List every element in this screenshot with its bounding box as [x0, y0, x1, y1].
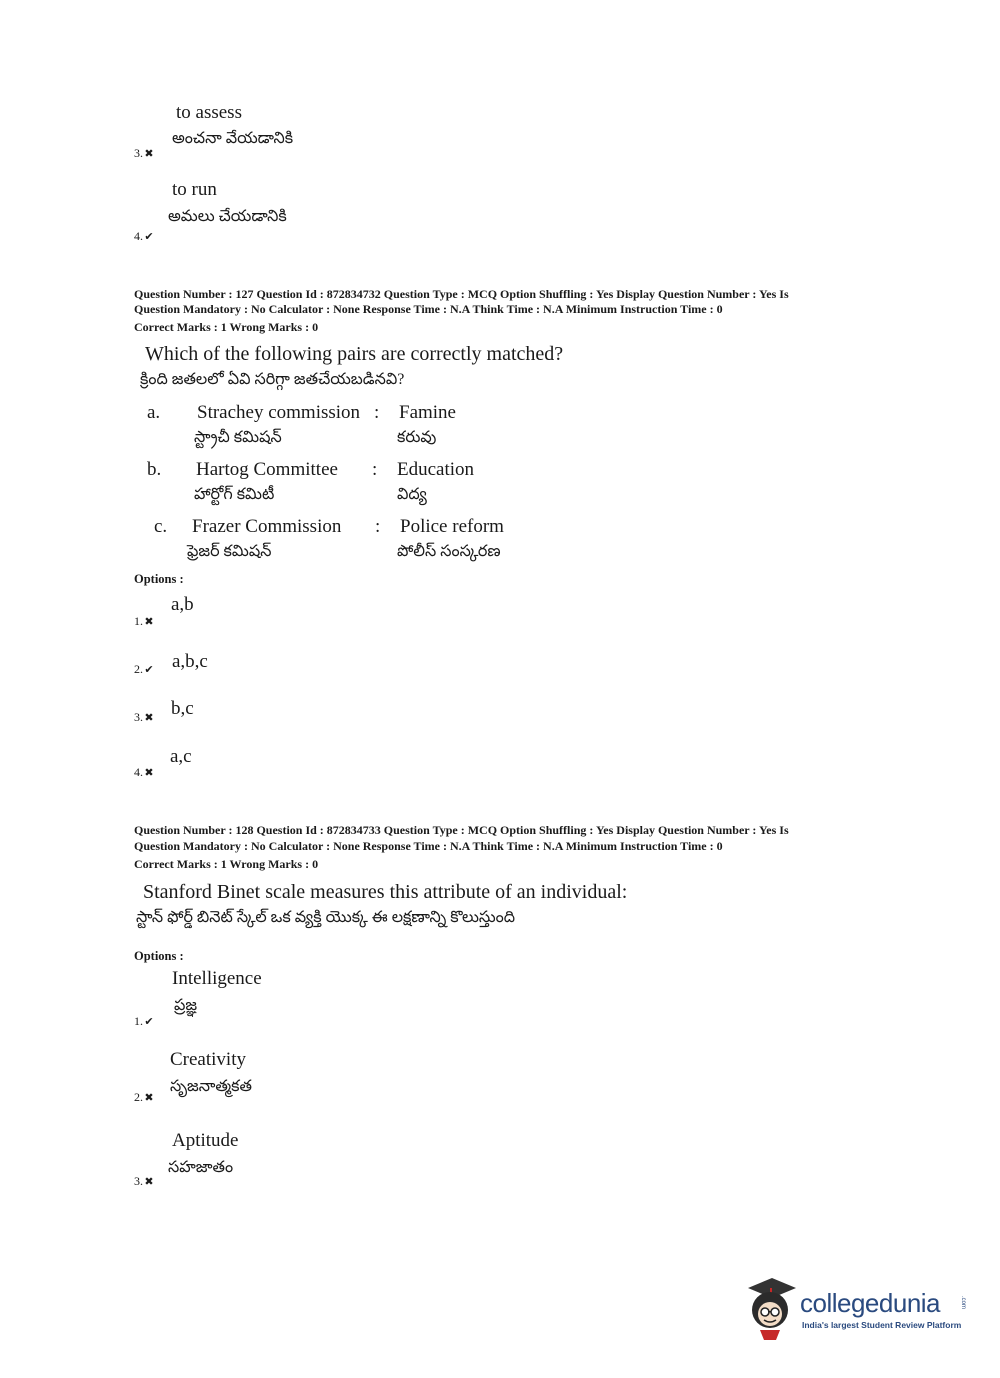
q127-option-4-text: a,c: [170, 746, 192, 767]
q127-pair-b-right-telugu: విద్య: [397, 486, 427, 503]
cross-icon: ✖: [144, 147, 154, 160]
q127-option-2-text: a,b,c: [172, 651, 208, 672]
q128-option-2-english: Creativity: [170, 1049, 246, 1070]
q127-meta-line2: Question Mandatory : No Calculator : None Response Time : N.A Think Time : N.A Minimum Instruction Time : 0: [134, 302, 723, 316]
q128-option-3-english: Aptitude: [172, 1130, 239, 1151]
q127-pair-a-letter: a.: [147, 402, 161, 423]
q127-meta-line3: Correct Marks : 1 Wrong Marks : 0: [134, 320, 319, 334]
prev-option-4-number: 4.✔: [134, 229, 154, 243]
q128-question-english: Stanford Binet scale measures this attribute of an individual:: [143, 881, 628, 903]
q127-pair-c-right-english: Police reform: [400, 516, 504, 537]
brand-tagline: India's largest Student Review Platform: [802, 1320, 962, 1330]
brand-logo: [742, 1274, 972, 1344]
q127-pair-a-left-telugu: స్ట్రాచీ కమిషన్: [194, 429, 282, 446]
q128-meta-line3: Correct Marks : 1 Wrong Marks : 0: [134, 857, 319, 871]
q127-pair-b-letter: b.: [147, 459, 162, 480]
brand-name: collegedunia: [800, 1288, 941, 1318]
q127-option-4-number: 4.✖: [134, 765, 154, 779]
q127-option-2-number: 2.✔: [134, 662, 154, 676]
q127-pair-b-right-english: Education: [397, 459, 475, 480]
cross-icon: ✖: [144, 766, 154, 779]
q128-options-label: Options :: [134, 949, 184, 963]
q128-option-1-telugu: ప్రజ్ఞ: [174, 997, 198, 1014]
q127-meta-line1: Question Number : 127 Question Id : 872834732 Question Type : MCQ Option Shuffling : Yes Display Question Number : Yes Is: [134, 287, 789, 301]
q127-question-telugu: క్రింది జతలలో ఏవి సరిగ్గా జతచేయబడినవి?: [140, 371, 405, 388]
q127-pair-a-right-telugu: కరువు: [397, 429, 437, 446]
q127-pair-a-right-english: Famine: [399, 402, 456, 423]
cross-icon: ✖: [144, 1091, 154, 1104]
q127-pair-b-left-telugu: హార్టోగ్ కమిటీ: [194, 486, 275, 503]
q128-option-3-telugu: సహజాతం: [168, 1159, 234, 1176]
q127-pair-c-left-telugu: ఫ్రెజర్ కమిషన్: [187, 543, 272, 560]
cross-icon: ✖: [144, 711, 154, 724]
prev-option-3-english: to assess: [176, 102, 242, 123]
q127-pair-b-left-english: Hartog Committee: [196, 459, 338, 480]
q127-options-label: Options :: [134, 572, 184, 586]
mascot-icon: [742, 1274, 800, 1344]
q127-pair-b-separator: :: [372, 459, 378, 480]
q127-pair-c-letter: c.: [154, 516, 168, 537]
q128-question-telugu: స్టాన్ ఫోర్డ్ బినెట్ స్కేల్ ఒక వ్యక్తి యొక్క ఈ లక్షణాన్ని కొలుస్తుంది: [136, 909, 516, 926]
check-icon: ✔: [144, 230, 154, 243]
q128-option-1-number: 1.✔: [134, 1014, 154, 1028]
brand-suffix: .com: [960, 1296, 966, 1310]
q127-pair-c-separator: :: [375, 516, 381, 537]
q128-option-1-english: Intelligence: [172, 968, 262, 989]
prev-option-3-number: 3.✖: [134, 146, 154, 160]
cross-icon: ✖: [144, 615, 154, 628]
q128-option-2-telugu: సృజనాత్మకత: [170, 1078, 252, 1095]
prev-option-4-english: to run: [172, 179, 217, 200]
q128-meta-line2: Question Mandatory : No Calculator : None Response Time : N.A Think Time : N.A Minimum Instruction Time : 0: [134, 839, 723, 853]
cross-icon: ✖: [144, 1175, 154, 1188]
q127-option-3-number: 3.✖: [134, 710, 154, 724]
check-icon: ✔: [144, 1015, 154, 1028]
q127-pair-a-left-english: Strachey commission: [197, 402, 361, 423]
q127-option-1-number: 1.✖: [134, 614, 154, 628]
q127-pair-a-separator: :: [374, 402, 380, 423]
prev-option-3-telugu: అంచనా వేయడానికి: [172, 130, 294, 147]
q128-meta-line1: Question Number : 128 Question Id : 872834733 Question Type : MCQ Option Shuffling : Yes Display Question Number : Yes Is: [134, 823, 789, 837]
q127-option-1-text: a,b: [171, 594, 194, 615]
q127-option-3-text: b,c: [171, 698, 194, 719]
prev-option-4-telugu: అమలు చేయడానికి: [168, 208, 287, 225]
q127-pair-c-left-english: Frazer Commission: [192, 516, 342, 537]
q127-question-english: Which of the following pairs are correctly matched?: [145, 343, 564, 365]
check-icon: ✔: [144, 663, 154, 676]
q128-option-3-number: 3.✖: [134, 1174, 154, 1188]
q127-pair-c-right-telugu: పోలీస్ సంస్కరణ: [397, 543, 501, 560]
q128-option-2-number: 2.✖: [134, 1090, 154, 1104]
